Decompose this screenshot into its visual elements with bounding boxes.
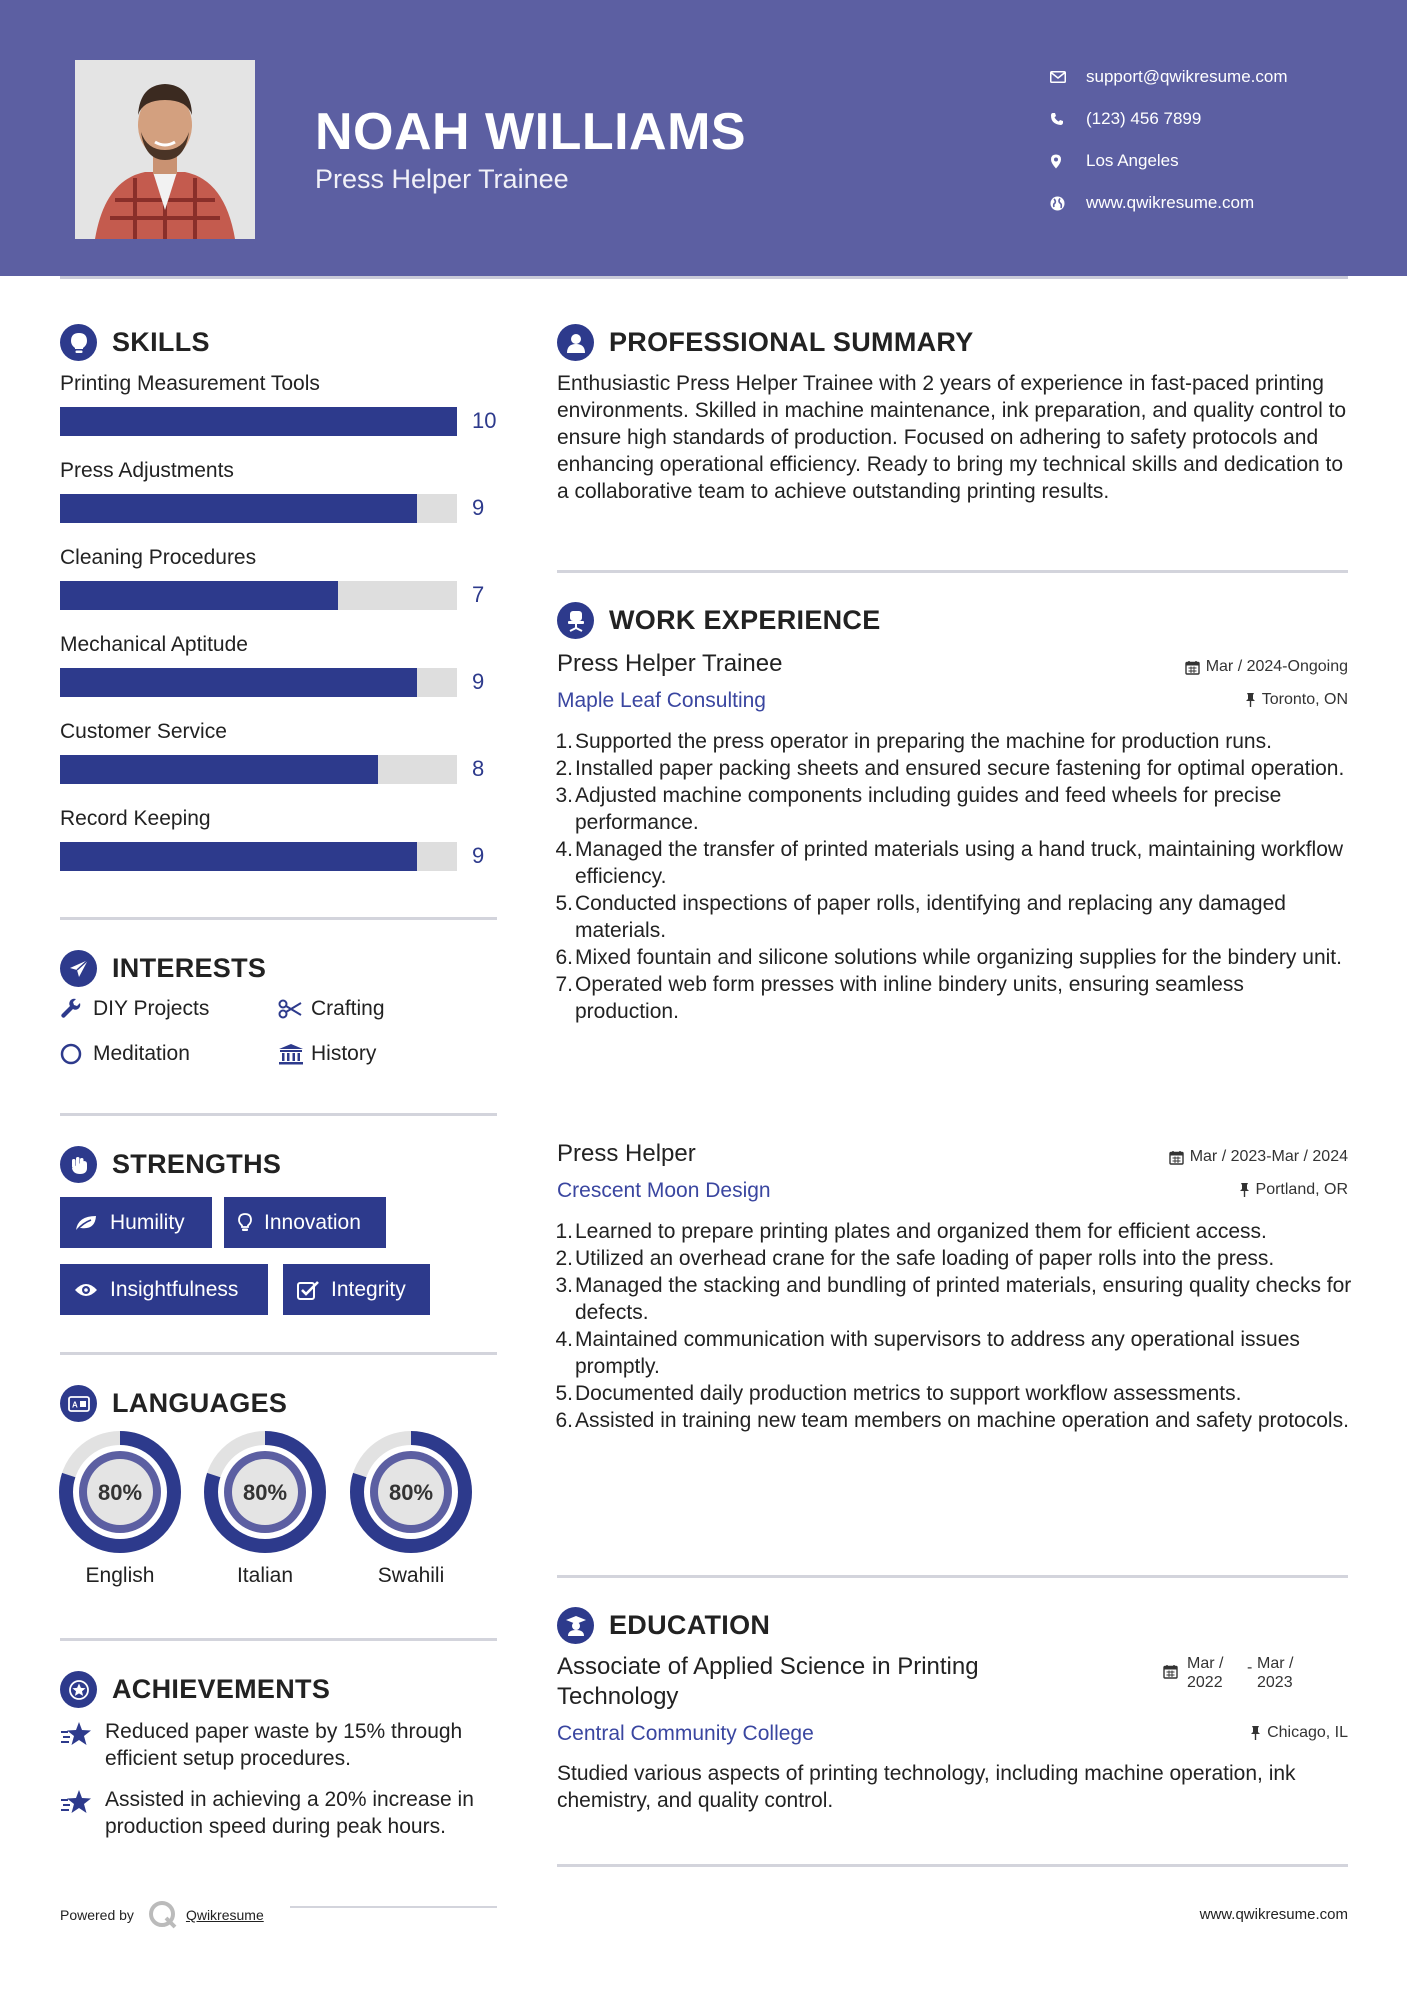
job-location-text: Portland, OR — [1255, 1181, 1348, 1198]
interests-heading — [60, 950, 266, 987]
calendar-icon — [1169, 1150, 1184, 1165]
bullet-number: 7. — [555, 973, 573, 996]
strength-tag — [283, 1264, 430, 1315]
interest-label: Crafting — [311, 997, 385, 1020]
education-heading — [557, 1607, 770, 1644]
brand-link[interactable]: Qwikresume — [185, 1907, 264, 1923]
language-percent: 80% — [97, 1480, 143, 1505]
strengths-title: STRENGTHS — [112, 1149, 282, 1179]
strength-label: Insightfulness — [110, 1277, 239, 1301]
strength-tag — [224, 1197, 386, 1248]
job-bullet — [557, 836, 1352, 890]
summary-divider — [557, 570, 1348, 573]
bullet-text: Installed paper packing sheets and ensured secure fastening for optimal operation. — [575, 757, 1345, 780]
job-bullet-list — [557, 1218, 1352, 1434]
bullet-text: Managed the transfer of printed materials using a hand truck, maintaining workflow efficiency. — [575, 838, 1344, 888]
contact-website-text: www.qwikresume.com — [1086, 193, 1255, 212]
skills-title: SKILLS — [112, 327, 210, 357]
strengths-divider — [60, 1352, 497, 1355]
pushpin-icon — [1250, 1725, 1261, 1741]
scissors-icon — [278, 999, 311, 1019]
footer-divider-left — [290, 1906, 497, 1908]
strength-label: Integrity — [331, 1277, 406, 1301]
calendar-icon — [1185, 660, 1200, 675]
skill-name: Customer Service — [60, 720, 227, 743]
interest-label: DIY Projects — [93, 997, 210, 1020]
skill-name: Cleaning Procedures — [60, 546, 257, 569]
profile-photo — [75, 60, 255, 239]
check-square-icon — [297, 1280, 319, 1300]
lightbulb-icon — [238, 1213, 252, 1233]
language-item — [203, 1430, 327, 1587]
calendar-icon — [1163, 1654, 1178, 1692]
interest-item — [60, 1042, 190, 1066]
strength-tag — [60, 1264, 268, 1315]
skill-name: Press Adjustments — [60, 459, 234, 482]
location-pin-icon — [1050, 154, 1086, 169]
language-item — [349, 1430, 473, 1587]
language-percent: 80% — [242, 1480, 288, 1505]
summary-title: PROFESSIONAL SUMMARY — [609, 327, 974, 357]
bullet-text: Supported the press operator in preparing the machine for production runs. — [575, 730, 1272, 753]
skill-bar-fill — [60, 407, 457, 436]
job-location — [1239, 1181, 1348, 1199]
wrench-icon — [60, 998, 93, 1020]
fist-icon — [60, 1146, 97, 1183]
bullet-number: 6. — [555, 1409, 573, 1432]
skill-value: 9 — [472, 495, 485, 520]
bullet-text: Operated web form presses with inline bindery units, ensuring seamless production. — [575, 973, 1244, 1023]
job-title: Press Helper Trainee — [557, 650, 783, 677]
skill-value: 7 — [472, 582, 485, 607]
eye-icon — [74, 1282, 98, 1298]
envelope-icon — [1050, 71, 1086, 83]
bullet-number: 3. — [555, 784, 573, 807]
job-date — [1185, 658, 1348, 676]
bullet-text: Documented daily production metrics to support workflow assessments. — [575, 1382, 1242, 1405]
education-title: EDUCATION — [609, 1610, 771, 1640]
job-bullet — [557, 782, 1352, 836]
job-bullet — [557, 890, 1352, 944]
education-date-end: Mar / 2023 — [1257, 1655, 1294, 1691]
globe-icon — [1050, 196, 1086, 211]
skill-bar-track — [60, 407, 457, 436]
job-bullet — [557, 944, 1352, 971]
skill-value: 10 — [472, 408, 497, 433]
paper-plane-icon — [60, 950, 97, 987]
interest-label: Meditation — [93, 1042, 190, 1065]
job-date-text: Mar / 2024-Ongoing — [1205, 658, 1348, 675]
bullet-number: 4. — [555, 838, 573, 861]
education-degree: Associate of Applied Science in Printing Technology — [557, 1653, 979, 1710]
contact-phone-text: (123) 456 7899 — [1086, 109, 1202, 128]
circle-icon — [60, 1043, 93, 1065]
skill-bar-track — [60, 755, 457, 784]
skill-value: 9 — [472, 669, 485, 694]
phone-icon — [1050, 112, 1086, 126]
office-chair-icon — [557, 602, 594, 639]
job-date-text: Mar / 2023-Mar / 2024 — [1189, 1148, 1348, 1165]
languages-heading — [60, 1385, 287, 1422]
job-location — [1245, 691, 1348, 709]
languages-divider — [60, 1638, 497, 1641]
powered-by — [60, 1900, 264, 1930]
job-bullet — [557, 1245, 1352, 1272]
pushpin-icon — [1245, 692, 1256, 708]
job-bullet — [557, 1326, 1352, 1380]
achievement-item — [60, 1786, 500, 1840]
skill-name: Mechanical Aptitude — [60, 633, 248, 656]
language-name: English — [85, 1564, 155, 1587]
strength-label: Humility — [110, 1210, 185, 1234]
company-name: Crescent Moon Design — [557, 1179, 771, 1202]
strengths-heading — [60, 1146, 281, 1183]
interests-title: INTERESTS — [112, 953, 267, 983]
strength-tag — [60, 1197, 212, 1248]
bullet-number: 2. — [555, 1247, 573, 1270]
achievement-text: Assisted in achieving a 20% increase in production speed during peak hours. — [105, 1788, 474, 1838]
interest-item — [60, 997, 209, 1021]
language-percent: 80% — [388, 1480, 434, 1505]
job-bullet — [557, 728, 1352, 755]
languages-title: LANGUAGES — [112, 1388, 288, 1418]
company-name: Maple Leaf Consulting — [557, 689, 766, 712]
education-date — [1163, 1654, 1307, 1692]
skill-value: 8 — [472, 756, 485, 781]
experience-heading — [557, 602, 881, 639]
pushpin-icon — [1239, 1182, 1250, 1198]
date-separator: - — [1247, 1659, 1253, 1676]
museum-icon — [278, 1043, 311, 1065]
skill-bar-track — [60, 494, 457, 523]
footer-url[interactable]: www.qwikresume.com — [1199, 1906, 1348, 1923]
powered-by-text: Powered by — [60, 1907, 134, 1923]
star-icon — [60, 1786, 105, 1840]
job-bullet — [557, 1407, 1352, 1434]
user-icon — [557, 324, 594, 361]
achievement-item — [60, 1718, 500, 1772]
bullet-text: Managed the stacking and bundling of printed materials, ensuring quality checks for defects. — [575, 1274, 1352, 1324]
skills-divider — [60, 917, 497, 920]
education-date-start: Mar / 2022 — [1187, 1655, 1224, 1691]
skill-value: 9 — [472, 843, 485, 868]
star-badge-icon — [60, 1671, 97, 1708]
experience-title: WORK EXPERIENCE — [609, 605, 881, 635]
leaf-icon — [74, 1214, 98, 1232]
svg-text:A: A — [71, 1400, 78, 1409]
achievement-text: Reduced paper waste by 15% through efficient setup procedures. — [105, 1720, 463, 1770]
bullet-number: 3. — [555, 1274, 573, 1297]
bullet-text: Conducted inspections of paper rolls, identifying and replacing any damaged materials. — [575, 892, 1286, 942]
language-card-icon — [60, 1385, 97, 1422]
education-location-text: Chicago, IL — [1267, 1724, 1348, 1741]
bullet-text: Utilized an overhead crane for the safe loading of paper rolls into the press. — [575, 1247, 1275, 1270]
contact-phone[interactable] — [1050, 98, 1288, 140]
interest-label: History — [311, 1042, 377, 1065]
skill-bar-fill — [60, 581, 338, 610]
summary-text: Enthusiastic Press Helper Trainee with 2 years of experience in fast-paced printing environments. Skilled in machine maintenance, ink preparation, and quality control to ensure high standards of production. Focused on adhering to safety protocols and enhancing operational efficiency. Ready to bring my technical skills and dedication to a collaborative team to achieve outstanding printing results. — [557, 372, 1347, 503]
qwikresume-logo-icon — [148, 1900, 178, 1930]
contact-email-text: support@qwikresume.com — [1086, 67, 1288, 86]
language-item — [58, 1430, 182, 1587]
bullet-number: 4. — [555, 1328, 573, 1351]
job-bullet-list — [557, 728, 1352, 1025]
bullet-number: 5. — [555, 892, 573, 915]
skill-bar-fill — [60, 755, 378, 784]
bullet-text: Mixed fountain and silicone solutions while organizing supplies for the bindery unit. — [575, 946, 1342, 969]
achievements-heading — [60, 1671, 330, 1708]
job-date — [1169, 1148, 1348, 1166]
job-bullet — [557, 971, 1352, 1025]
skill-bar-fill — [60, 494, 417, 523]
skill-bar-track — [60, 668, 457, 697]
language-donut — [203, 1430, 327, 1554]
skill-bar-track — [60, 842, 457, 871]
contact-location-text: Los Angeles — [1086, 151, 1179, 170]
job-bullet — [557, 1218, 1352, 1245]
contact-location — [1050, 140, 1288, 182]
bullet-number: 5. — [555, 1382, 573, 1405]
skill-bar-fill — [60, 668, 417, 697]
interests-divider — [60, 1113, 497, 1116]
education-description: Studied various aspects of printing technology, including machine operation, ink chemistry, and quality control. — [557, 1762, 1296, 1812]
skill-name: Printing Measurement Tools — [60, 372, 320, 395]
education-divider — [557, 1864, 1348, 1867]
graduate-icon — [557, 1607, 594, 1644]
interest-item — [278, 997, 385, 1021]
lightbulb-icon — [60, 324, 97, 361]
strength-label: Innovation — [264, 1210, 361, 1234]
language-donut — [349, 1430, 473, 1554]
candidate-role: Press Helper Trainee — [315, 164, 569, 194]
school-name: Central Community College — [557, 1722, 814, 1745]
bullet-number: 2. — [555, 757, 573, 780]
interest-item — [278, 1042, 376, 1066]
language-name: Italian — [236, 1564, 294, 1587]
bullet-number: 6. — [555, 946, 573, 969]
skill-bar-track — [60, 581, 457, 610]
job-bullet — [557, 1380, 1352, 1407]
contact-email[interactable] — [1050, 56, 1288, 98]
education-location — [1250, 1724, 1348, 1742]
star-icon — [60, 1718, 105, 1772]
language-name: Swahili — [377, 1564, 445, 1587]
language-donut — [58, 1430, 182, 1554]
bullet-text: Maintained communication with supervisors to address any operational issues promptly. — [575, 1328, 1300, 1378]
skill-name: Record Keeping — [60, 807, 211, 830]
job-title: Press Helper — [557, 1140, 696, 1167]
bullet-number: 1. — [555, 730, 573, 753]
job-location-text: Toronto, ON — [1261, 691, 1348, 708]
experience-divider — [557, 1575, 1348, 1578]
candidate-name: NOAH WILLIAMS — [315, 103, 747, 161]
job-bullet — [557, 1272, 1352, 1326]
contact-website[interactable] — [1050, 182, 1288, 224]
resume-header — [0, 0, 1407, 276]
summary-heading — [557, 324, 974, 361]
job-bullet — [557, 755, 1352, 782]
bullet-text: Adjusted machine components including guides and feed wheels for precise performance. — [575, 784, 1282, 834]
bullet-number: 1. — [555, 1220, 573, 1243]
header-divider — [60, 276, 1348, 279]
skill-bar-fill — [60, 842, 417, 871]
bullet-text: Learned to prepare printing plates and organized them for efficient access. — [575, 1220, 1267, 1243]
bullet-text: Assisted in training new team members on machine operation and safety protocols. — [575, 1409, 1349, 1432]
achievements-title: ACHIEVEMENTS — [112, 1674, 331, 1704]
skills-heading — [60, 324, 210, 361]
contact-list — [1050, 56, 1288, 224]
